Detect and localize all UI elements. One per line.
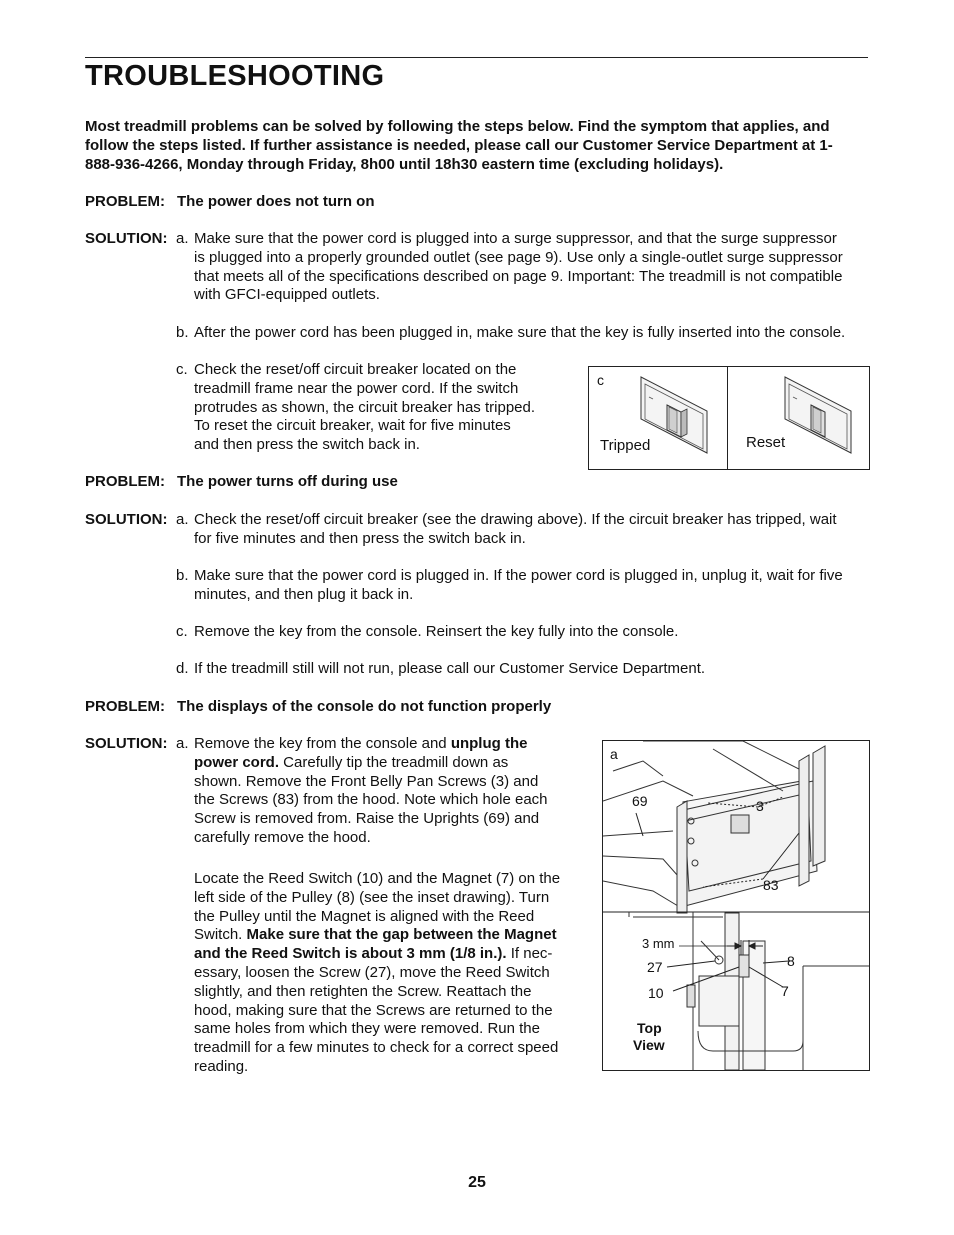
step-line: Remove the key from the console. Reinsert the key fully into the console.: [194, 623, 679, 640]
reset-switch: [785, 377, 851, 453]
figure-letter: c: [597, 372, 604, 388]
intro-line: follow the steps listed. If further assistance is needed, please call our Customer Service Department at 1-: [85, 137, 833, 154]
header-rule: [85, 57, 868, 58]
page-number: 25: [468, 1174, 486, 1191]
step-line: After the power cord has been plugged in, make sure that the key is fully inserted into the console.: [194, 324, 846, 341]
step-letter: a.: [176, 511, 189, 528]
problem-title: The power turns off during use: [177, 473, 398, 490]
step-letter: a.: [176, 735, 189, 752]
step-line: protrudes as shown, the circuit breaker has tripped.: [194, 398, 536, 416]
step-letter: c.: [176, 623, 188, 640]
breaker-drawing: [589, 367, 869, 469]
intro-line: Most treadmill problems can be solved by following the steps below. Find the symptom that applies, and: [85, 118, 830, 135]
callout-10: 10: [648, 985, 664, 1001]
step-text: [194, 230, 843, 305]
step-line: Locate the Reed Switch (10) and the Magnet (7) on the: [194, 870, 561, 887]
step-text-continued: [194, 870, 560, 1077]
callout-27: 27: [647, 959, 663, 975]
step-line: essary, loosen the Screw (27), move the Reed Switch: [194, 963, 550, 981]
circuit-breaker-figure: [588, 366, 870, 470]
step-line: reading.: [194, 1057, 249, 1075]
step-line: that meets all of the specifications described on page 9. Important: The treadmill is not compatible: [194, 267, 843, 285]
solution-label: SOLUTION:: [85, 735, 168, 752]
step-text: [194, 324, 845, 343]
step-line: with GFCI-equipped outlets.: [194, 286, 380, 304]
step-letter: d.: [176, 660, 189, 677]
callout-3: 3: [756, 798, 764, 814]
callout-8: 8: [787, 953, 795, 969]
problem-title: The displays of the console do not function properly: [177, 698, 552, 715]
view-label-view: View: [633, 1037, 665, 1053]
gap-label: 3 mm: [642, 936, 675, 951]
view-label-top: Top: [637, 1020, 662, 1036]
step-line: power cord. Carefully tip the treadmill down as: [194, 753, 509, 771]
step-line: treadmill for a few minutes to check for a correct speed: [194, 1039, 559, 1057]
step-line: treadmill frame near the power cord. If the switch: [194, 379, 519, 397]
callout-7: 7: [781, 983, 789, 999]
step-letter: b.: [176, 567, 189, 584]
hood-removal-figure: [602, 740, 870, 1071]
problem-label: PROBLEM:: [85, 473, 165, 490]
step-line: carefully remove the hood.: [194, 828, 371, 846]
page-title: TROUBLESHOOTING: [85, 60, 385, 92]
step-line: for five minutes and then press the switch back in.: [194, 529, 526, 547]
step-line: Screw is removed from. Raise the Uprights (69) and: [194, 810, 540, 828]
step-letter: c.: [176, 361, 188, 378]
problem-label: PROBLEM:: [85, 193, 165, 210]
solution-label: SOLUTION:: [85, 511, 168, 528]
step-line: To reset the circuit breaker, wait for five minutes: [194, 417, 511, 435]
step-text: [194, 623, 678, 642]
step-line: If the treadmill still will not run, please call our Customer Service Department.: [194, 660, 706, 677]
step-line: slightly, and then retighten the Screw. Reattach the: [194, 982, 532, 1000]
step-line: the Pulley until the Magnet is aligned with the Reed: [194, 907, 535, 925]
step-text: [194, 361, 535, 455]
step-line: Check the reset/off circuit breaker located on the: [194, 361, 517, 378]
step-line: Remove the key from the console and unplug the: [194, 735, 528, 752]
tripped-switch: [641, 377, 707, 453]
step-line: is plugged into a properly grounded outlet (see page 9). Use only a single-outlet surge suppressor: [194, 248, 843, 266]
step-line: minutes, and then plug it back in.: [194, 585, 414, 603]
step-line: Make sure that the power cord is plugged into a surge suppressor, and that the surge suppressor: [194, 230, 837, 247]
step-line: left side of the Pulley (8) (see the inset drawing). Turn: [194, 888, 550, 906]
step-line: Check the reset/off circuit breaker (see the drawing above). If the circuit breaker has tripped, wait: [194, 511, 837, 528]
reset-label: Reset: [746, 434, 786, 451]
step-line: Switch. Make sure that the gap between the Magnet: [194, 926, 557, 944]
step-line: Make sure that the power cord is plugged in. If the power cord is plugged in, unplug it, wait for five: [194, 567, 843, 584]
step-text: [194, 660, 705, 679]
treadmill-frame-drawing: [603, 741, 825, 913]
figure-letter: a: [610, 746, 618, 762]
solution-label: SOLUTION:: [85, 230, 168, 247]
callout-83: 83: [763, 877, 779, 893]
step-text: [194, 567, 843, 605]
step-line: shown. Remove the Front Belly Pan Screws (3) and: [194, 772, 539, 790]
intro-line: 888-936-4266, Monday through Friday, 8h00 until 18h30 eastern time (excluding holidays).: [85, 156, 724, 173]
tripped-label: Tripped: [600, 437, 651, 454]
problem-label: PROBLEM:: [85, 698, 165, 715]
problem-title: The power does not turn on: [177, 193, 375, 210]
step-line: the Screws (83) from the hood. Note which hole each: [194, 791, 548, 809]
callout-69: 69: [632, 793, 648, 809]
step-line: hood, making sure that the Screws are returned to the: [194, 1001, 553, 1019]
step-line: and then press the switch back in.: [194, 436, 420, 454]
step-letter: b.: [176, 324, 189, 341]
step-text: [194, 735, 548, 848]
step-text: [194, 511, 837, 549]
step-line: and the Reed Switch is about 3 mm (1/8 in.). If nec-: [194, 945, 553, 963]
step-line: same holes from which they were removed. Run the: [194, 1020, 540, 1038]
step-letter: a.: [176, 230, 189, 247]
